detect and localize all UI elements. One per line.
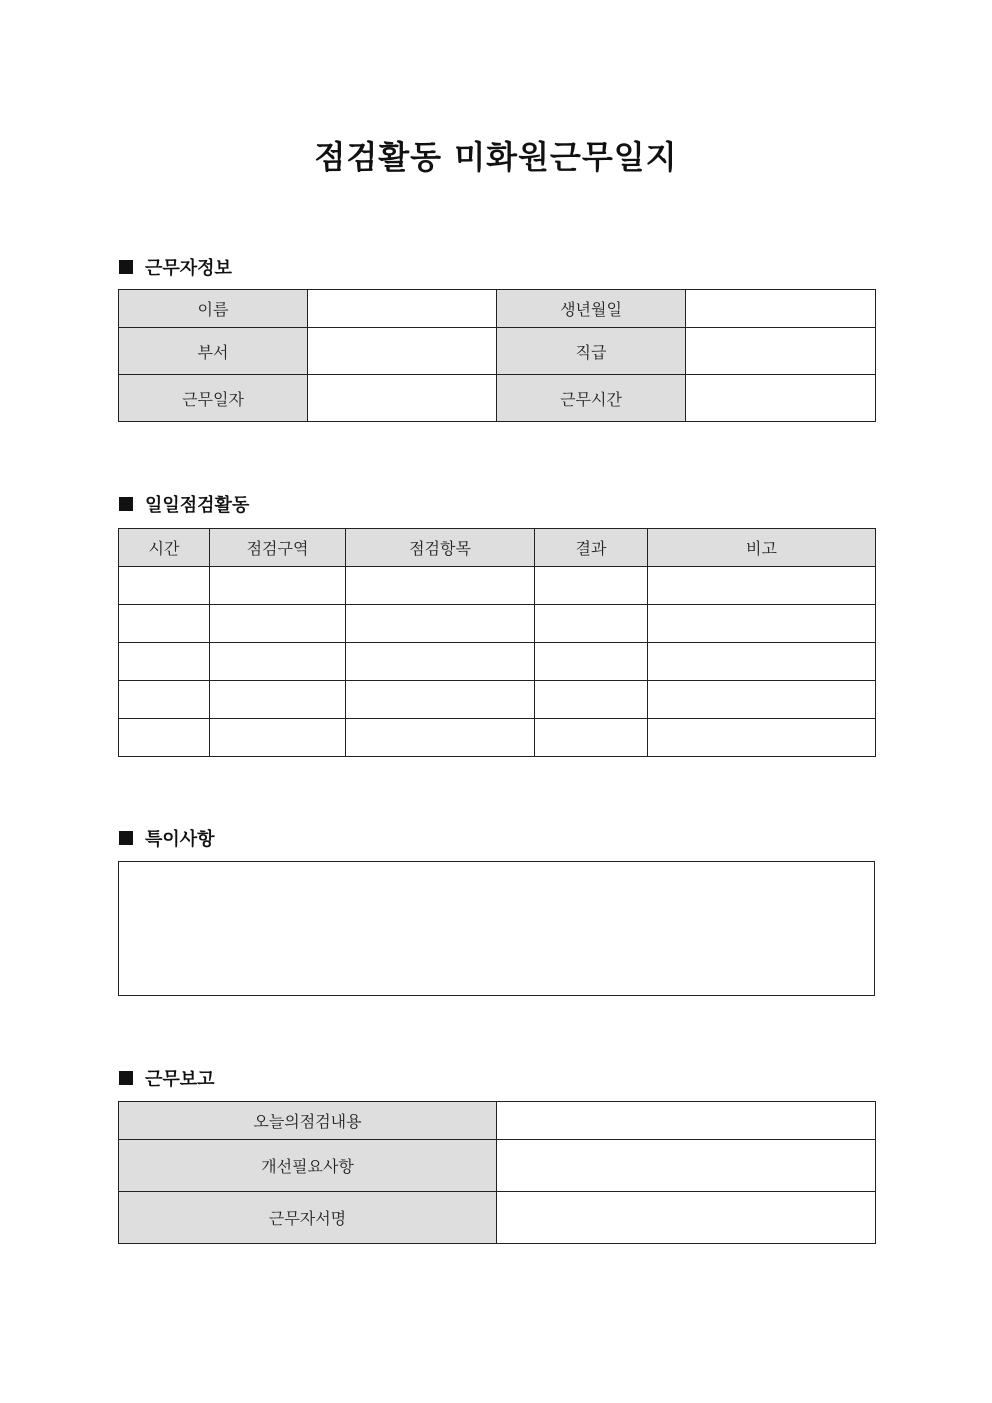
- work-hours-label: 근무시간: [497, 375, 686, 422]
- table-cell[interactable]: [346, 681, 535, 719]
- birthdate-field[interactable]: [686, 290, 876, 328]
- table-row: [119, 1140, 876, 1192]
- remarks-textbox[interactable]: [118, 861, 875, 996]
- name-field[interactable]: [308, 290, 497, 328]
- table-row: [119, 605, 876, 643]
- table-cell[interactable]: [648, 605, 876, 643]
- section-heading-label: 근무보고: [145, 1069, 215, 1090]
- position-label: 직급: [497, 328, 686, 375]
- column-header-area: 점검구역: [210, 529, 346, 567]
- section-heading-worker-info: [119, 254, 232, 280]
- table-cell[interactable]: [535, 681, 648, 719]
- section-heading-label: 근무자정보: [145, 258, 232, 279]
- worker-info-table: [118, 289, 876, 422]
- section-heading-work-report: [119, 1065, 215, 1091]
- table-cell[interactable]: [210, 719, 346, 757]
- work-date-label: 근무일자: [119, 375, 308, 422]
- table-cell[interactable]: [346, 567, 535, 605]
- square-bullet-icon: [119, 497, 133, 511]
- document-title: 점검활동 미화원근무일지: [314, 138, 678, 176]
- signature-field[interactable]: [497, 1192, 876, 1244]
- table-cell[interactable]: [648, 719, 876, 757]
- table-cell[interactable]: [346, 643, 535, 681]
- table-row: [119, 643, 876, 681]
- table-cell[interactable]: [535, 605, 648, 643]
- position-field[interactable]: [686, 328, 876, 375]
- signature-label: 근무자서명: [119, 1192, 497, 1244]
- column-header-result: 결과: [535, 529, 648, 567]
- table-cell[interactable]: [210, 605, 346, 643]
- table-cell[interactable]: [346, 605, 535, 643]
- table-cell[interactable]: [648, 681, 876, 719]
- department-label: 부서: [119, 328, 308, 375]
- column-header-note: 비고: [648, 529, 876, 567]
- square-bullet-icon: [119, 260, 133, 274]
- work-hours-field[interactable]: [686, 375, 876, 422]
- table-cell[interactable]: [210, 681, 346, 719]
- table-row: [119, 328, 876, 375]
- today-inspection-label: 오늘의점검내용: [119, 1102, 497, 1140]
- work-report-table: [118, 1101, 876, 1244]
- table-cell[interactable]: [648, 643, 876, 681]
- square-bullet-icon: [119, 1071, 133, 1085]
- section-heading-remarks: [119, 825, 215, 851]
- work-date-field[interactable]: [308, 375, 497, 422]
- table-row: [119, 1192, 876, 1244]
- table-row: [119, 375, 876, 422]
- table-row: [119, 567, 876, 605]
- today-inspection-field[interactable]: [497, 1102, 876, 1140]
- table-row: [119, 719, 876, 757]
- table-cell[interactable]: [119, 681, 210, 719]
- section-heading-label: 일일점검활동: [145, 495, 250, 516]
- table-cell[interactable]: [210, 567, 346, 605]
- birthdate-label: 생년월일: [497, 290, 686, 328]
- table-cell[interactable]: [119, 643, 210, 681]
- column-header-time: 시간: [119, 529, 210, 567]
- name-label: 이름: [119, 290, 308, 328]
- department-field[interactable]: [308, 328, 497, 375]
- daily-inspection-table: [118, 528, 876, 757]
- column-header-item: 점검항목: [346, 529, 535, 567]
- table-cell[interactable]: [535, 643, 648, 681]
- table-cell[interactable]: [119, 605, 210, 643]
- table-cell[interactable]: [535, 567, 648, 605]
- section-heading-label: 특이사항: [145, 829, 215, 850]
- table-cell[interactable]: [210, 643, 346, 681]
- table-cell[interactable]: [119, 719, 210, 757]
- improvement-label: 개선필요사항: [119, 1140, 497, 1192]
- table-row: [119, 681, 876, 719]
- square-bullet-icon: [119, 831, 133, 845]
- table-row: [119, 1102, 876, 1140]
- improvement-field[interactable]: [497, 1140, 876, 1192]
- section-heading-daily-inspection: [119, 491, 249, 517]
- table-cell[interactable]: [346, 719, 535, 757]
- table-row: [119, 290, 876, 328]
- table-cell[interactable]: [535, 719, 648, 757]
- table-cell[interactable]: [648, 567, 876, 605]
- table-header-row: [119, 529, 876, 567]
- table-cell[interactable]: [119, 567, 210, 605]
